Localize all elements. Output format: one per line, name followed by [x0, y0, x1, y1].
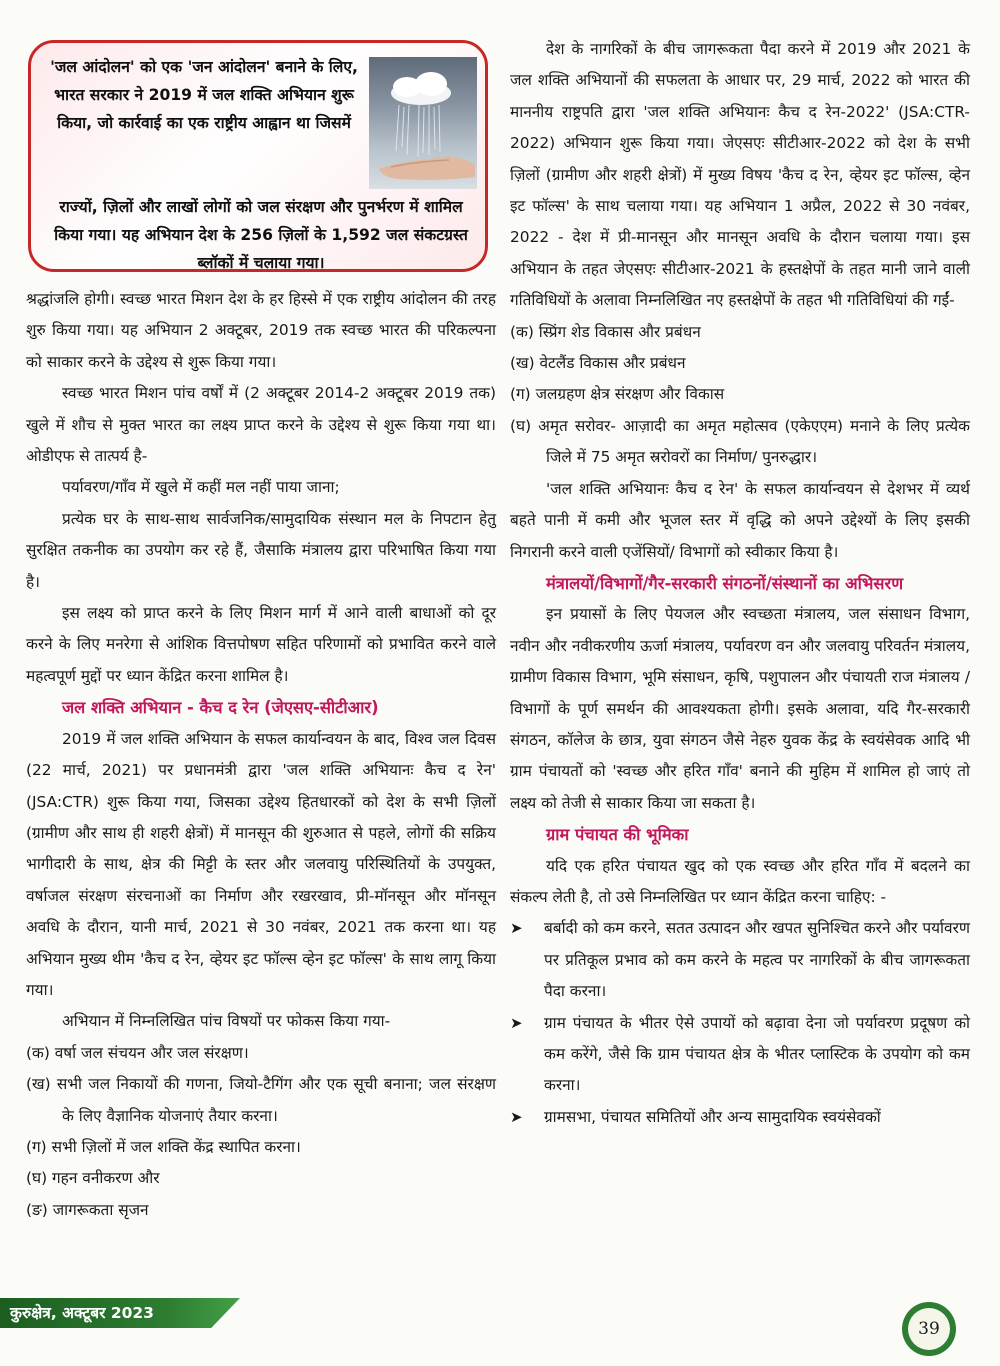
page-number: 39: [908, 1308, 950, 1350]
section-heading: जल शक्ति अभियान - कैच द रेन (जेएसए-सीटीआर): [62, 698, 379, 718]
paragraph: श्रद्धांजलि होगी। स्वच्छ भारत मिशन देश के हर हिस्से में एक राष्ट्रीय आंदोलन की तरह शुरु किया गया। यह अभियान 2 अक्टूबर, 2019 तक स्वच्छ भारत की परिकल्पना को साकार करने के उद्देश्य से शुरू किया गया।: [26, 290, 496, 371]
paragraph: प्रत्येक घर के साथ-साथ सार्वजनिक/सामुदायिक संस्थान मल के निपटान हेतु सुरक्षित तकनीक का उपयोग कर रहे हैं, जैसाकि मंत्रालय द्वारा परिभाषित किया गया है।: [26, 509, 496, 591]
section-heading: मंत्रालयों/विभागों/गैर-सरकारी संगठनों/संस्थानों का अभिसरण: [546, 573, 904, 593]
bullet-item: [510, 1008, 970, 1102]
highlight-text-top: 'जल आंदोलन' को एक 'जन आंदोलन' बनाने के लिए, भारत सरकार ने 2019 में जल शक्ति अभियान शुरू किया, जो कार्रवाई का एक राष्ट्रीय आह्वान था जिसमें: [50, 58, 358, 132]
highlight-box: [28, 40, 488, 272]
paragraph: यदि एक हरित पंचायत खुद को एक स्वच्छ और हरित गाँव में बदलने का संकल्प लेती है, तो उसे निम्नलिखित पर ध्यान केंद्रित करना चाहिए: -: [510, 856, 970, 906]
list-item: (ग) जलग्रहण क्षेत्र संरक्षण और विकास: [510, 385, 725, 404]
bullet-text: बर्बादी को कम करने, सतत उत्पादन और खपत सुनिश्चित करने और पर्यावरण पर प्रतिकूल प्रभाव को कम करने के महत्व पर नागरिकों के बीच जागरूकता पैदा करना।: [544, 919, 970, 1001]
left-column: [26, 284, 496, 1226]
list-item: (ङ) जागरूकता सृजन: [26, 1200, 149, 1219]
list-item: (घ) अमृत सरोवर- आज़ादी का अमृत महोत्सव (एकेएएम) मनाने के लिए प्रत्येक जिले में 75 अमृत स्ररोवरों का निर्माण/ पुनरुद्धार।: [510, 416, 970, 467]
list-item: (क) वर्षा जल संचयन और जल संरक्षण।: [26, 1043, 249, 1062]
paragraph: 'जल शक्ति अभियानः कैच द रेन' के सफल कार्यान्वयन से देशभर में व्यर्थ बहते पानी में कमी और भूजल स्तर में वृद्धि को अपने उद्देश्यों के लिए इसकी निगरानी करने वाली एजेंसियों/ विभागों को स्वीकार किया है।: [510, 479, 970, 561]
bullet-text: ग्रामसभा, पंचायत समितियों और अन्य सामुदायिक स्वयंसेवकों: [544, 1107, 881, 1126]
paragraph: 2019 में जल शक्ति अभियान के सफल कार्यान्वयन के बाद, विश्व जल दिवस (22 मार्च, 2021) पर प्रधानमंत्री द्वारा 'जल शक्ति अभियानः कैच द रेन' (JSA:CTR) शुरू किया गया, जिसका उद्देश्य हितधारकों को देश के सभी ज़िलों (ग्रामीण और साथ ही शहरी क्षेत्रों) में मानसून की शुरुआत से पहले, लोगों की सक्रिय भागीदारी के साथ, क्षेत्र की मिट्टी के स्तर और जलवायु परिस्थितियों के उपयुक्त, वर्षाजल संरक्षण संरचनाओं का निर्माण और रखरखाव, प्री-मॉनसून और मॉनसून अवधि के दौरान, यानी मार्च, 2021 से 30 नवंबर, 2021 तक करना था। यह अभियान मुख्य थीम 'कैच द रेन, व्हेयर इट फॉल्स व्हेन इट फॉल्स' के साथ लागू किया गया।: [26, 729, 496, 999]
list-item: (ख) सभी जल निकायों की गणना, जियो-टैगिंग और एक सूची बनाना; जल संरक्षण के लिए वैज्ञानिक योजनाएं तैयार करना।: [26, 1075, 496, 1125]
list-item: (ग) सभी ज़िलों में जल शक्ति केंद्र स्थापित करना।: [26, 1137, 301, 1156]
right-column: [510, 34, 970, 1133]
list-item: (क) स्प्रिंग शेड विकास और प्रबंधन: [510, 322, 701, 341]
paragraph: इस लक्ष्य को प्राप्त करने के लिए मिशन मार्ग में आने वाली बाधाओं को दूर करने के लिए मनरेगा से आंशिक वित्तपोषण सहित परिणामों को प्रभावित करने वाले महत्वपूर्ण मुद्दों पर ध्यान केंद्रित करना शामिल है।: [26, 604, 496, 685]
paragraph: देश के नागरिकों के बीच जागरूकता पैदा करने में 2019 और 2021 के जल शक्ति अभियानों की सफलता के आधार पर, 29 मार्च, 2022 को भारत की माननीय राष्ट्रपति द्वारा 'जल शक्ति अभियानः कैच द रेन-2022' (JSA:CTR-2022) अभियान शुरू किया गया। जेएसएः सीटीआर-2022 को देश के सभी ज़िलों (ग्रामीण और शहरी क्षेत्रों) में मुख्य विषय 'कैच द रेन, व्हेयर इट फॉल्स, व्हेन इट फॉल्स' के साथ चलाया गया। यह अभियान 1 अप्रैल, 2022 से 30 नवंबर, 2022 - देश में प्री-मानसून और मानसून अवधि के दौरान चलाया गया। इस अभियान के तहत जेएसएः सीटीआर-2021 के हस्तक्षेपों के तहत मानी जाने वाली गतिविधियों के अलावा निम्नलिखित नए हस्तक्षेपों के तहत भी गतिविधियां की गईं-: [510, 40, 970, 310]
arrow-bullet-icon: ➤: [510, 919, 523, 938]
bullet-text: ग्राम पंचायत के भीतर ऐसे उपायों को बढ़ावा देना जो पर्यावरण प्रदूषण को कम करेंगे, जैसे कि ग्राम पंचायत क्षेत्र के भीतर प्लास्टिक के उपयोग को कम करना।: [544, 1013, 970, 1095]
paragraph: अभियान में निम्नलिखित पांच विषयों पर फोकस किया गया-: [62, 1012, 391, 1031]
list-item: (ख) वेटलैंड विकास और प्रबंधन: [510, 354, 686, 373]
paragraph: स्वच्छ भारत मिशन पांच वर्षों में (2 अक्टूबर 2014-2 अक्टूबर 2019 तक) खुले में शौच से मुक्त भारत का लक्ष्य प्राप्त करने के उद्देश्य से शुरू किया गया था। ओडीएफ से तात्पर्य है-: [26, 384, 496, 466]
bullet-item: [510, 1102, 970, 1133]
paragraph: पर्यावरण/गाँव में खुले में कहीं मल नहीं पाया जाना;: [62, 478, 340, 497]
page-number-badge: [902, 1302, 956, 1356]
bullet-item: [510, 913, 970, 1007]
cloud-rain-hand-image: [369, 57, 477, 189]
list-item: (घ) गहन वनीकरण और: [26, 1169, 160, 1188]
arrow-bullet-icon: ➤: [510, 1013, 523, 1032]
journal-name: कुरुक्षेत्र, अक्टूबर 2023: [10, 1304, 154, 1322]
section-heading: ग्राम पंचायत की भूमिका: [546, 825, 689, 845]
highlight-text-bottom: राज्यों, ज़िलों और लाखों लोगों को जल संरक्षण और पुनर्भरण में शामिल किया गया। यह अभियान देश के 256 ज़िलों के 1,592 जल संकटग्रस्त ब्लॉकों में चलाया गया।: [54, 198, 468, 272]
arrow-bullet-icon: ➤: [510, 1107, 523, 1126]
paragraph: इन प्रयासों के लिए पेयजल और स्वच्छता मंत्रालय, जल संसाधन विभाग, नवीन और नवीकरणीय ऊर्जा मंत्रालय, पर्यावरण वन और जलवायु परिवर्तन मंत्रालय, ग्रामीण विकास विभाग, भूमि संसाधन, कृषि, पशुपालन और पंचायती राज मंत्रालय /विभागों के पूर्ण समर्थन की आवश्यकता होगी। इसके अलावा, यदि गैर-सरकारी संगठन, कॉलेज के छात्र, युवा संगठन जैसे नेहरु युवक केंद्र के स्वयंसेवक आदि भी ग्राम पंचायतों को 'स्वच्छ और हरित गाँव' बनाने की मुहिम में शामिल हो जाएं तो लक्ष्य को तेजी से साकार किया जा सकता है।: [510, 605, 970, 812]
